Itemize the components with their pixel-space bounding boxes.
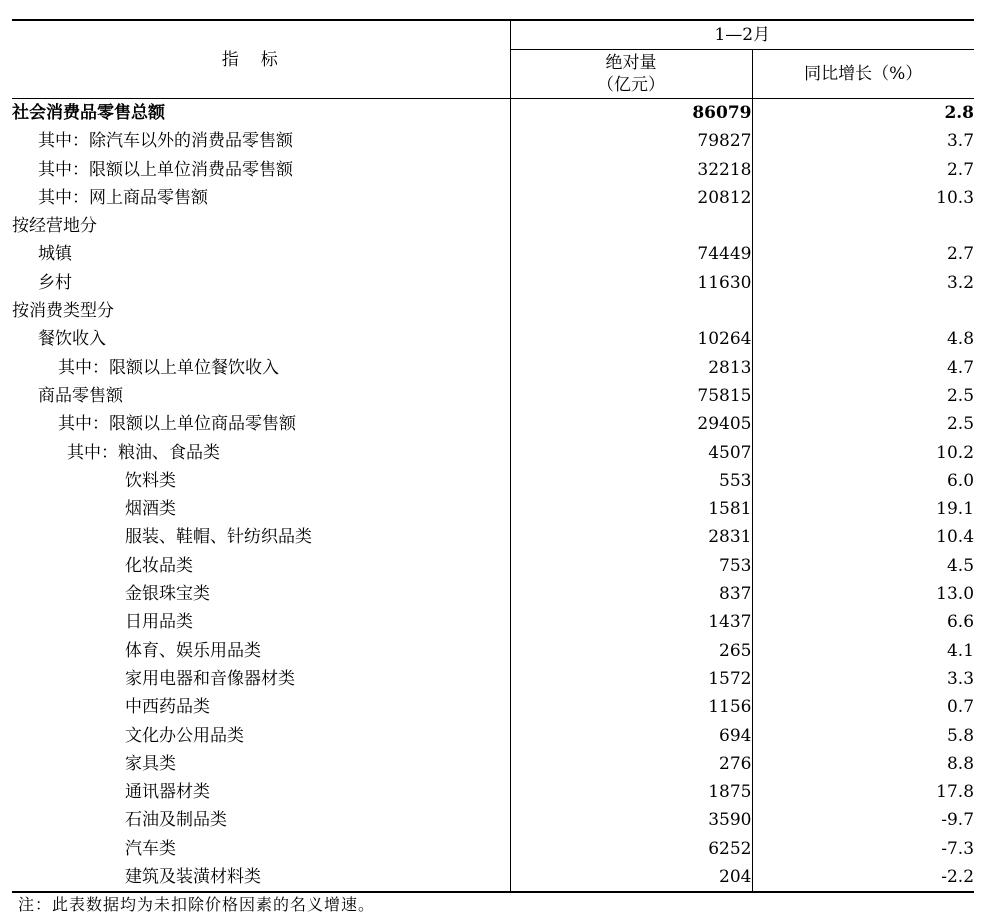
table-row: [12, 750, 974, 778]
row-label: 化妆品类: [12, 552, 510, 580]
row-label: 其中：除汽车以外的消费品零售额: [12, 127, 510, 155]
row-growth-rate: 5.8: [946, 725, 975, 746]
row-label: 汽车类: [12, 835, 510, 863]
row-growth-rate: 6.6: [946, 612, 975, 633]
table-row: [12, 523, 974, 551]
row-growth-rate: -2.2: [752, 863, 974, 892]
row-label: 社会消费品零售总额: [12, 99, 510, 128]
row-growth-rate: 19.1: [936, 499, 975, 520]
row-growth-rate: 3.7: [946, 131, 975, 152]
row-growth-rate: 17.8: [936, 782, 975, 803]
row-absolute-value: 10264: [510, 325, 752, 353]
table-body: [12, 99, 974, 893]
row-label: 其中：网上商品零售额: [12, 184, 510, 212]
table-row: [12, 127, 974, 155]
row-absolute-value: 86079: [510, 99, 752, 128]
row-absolute-value: 2813: [510, 354, 752, 382]
row-absolute-value: 4507: [510, 439, 752, 467]
table-row: [12, 495, 974, 523]
row-label: 其中：限额以上单位商品零售额: [12, 410, 510, 438]
row-growth-rate: 10.3: [936, 187, 975, 208]
table-row: [12, 863, 974, 892]
row-label: 饮料类: [12, 467, 510, 495]
row-absolute-value: 74449: [510, 240, 752, 268]
row-label: 家用电器和音像器材类: [12, 665, 510, 693]
row-growth-rate: 3.3: [946, 668, 975, 689]
row-absolute-value: 75815: [510, 382, 752, 410]
table-row: [12, 693, 974, 721]
retail-sales-table: [12, 19, 974, 893]
row-label: 其中：限额以上单位消费品零售额: [12, 156, 510, 184]
row-growth-rate: 8.8: [946, 753, 975, 774]
table-header: [12, 20, 974, 99]
row-absolute-value: 11630: [510, 269, 752, 297]
row-growth-rate: 4.8: [946, 329, 975, 350]
absolute-value-header-line2: （亿元）: [597, 75, 665, 95]
row-label: 其中：粮油、食品类: [12, 439, 510, 467]
table-row: [12, 778, 974, 806]
row-absolute-value: 20812: [510, 184, 752, 212]
table-row: [12, 552, 974, 580]
row-label: 其中：限额以上单位餐饮收入: [12, 354, 510, 382]
row-growth-rate: [752, 212, 974, 240]
table-row: [12, 382, 974, 410]
row-label: 商品零售额: [12, 382, 510, 410]
row-absolute-value: 1581: [510, 495, 752, 523]
table-row: [12, 806, 974, 834]
table-row: [12, 835, 974, 863]
row-absolute-value: 1572: [510, 665, 752, 693]
row-label: 家具类: [12, 750, 510, 778]
row-label: 按经营地分: [12, 212, 510, 240]
table-row: [12, 722, 974, 750]
row-growth-rate: 6.0: [946, 470, 975, 491]
table-footnote: 注：此表数据均为未扣除价格因素的名义增速。: [18, 895, 376, 914]
row-label: 石油及制品类: [12, 806, 510, 834]
row-absolute-value: 276: [510, 750, 752, 778]
row-label: 服装、鞋帽、针纺织品类: [12, 523, 510, 551]
row-absolute-value: 265: [510, 637, 752, 665]
row-absolute-value: 6252: [510, 835, 752, 863]
row-label: 乡村: [12, 269, 510, 297]
table-row: [12, 212, 974, 240]
indicator-column-header: 指标: [12, 20, 510, 99]
row-growth-rate: 2.8: [944, 103, 975, 123]
row-growth-rate: 13.0: [936, 584, 975, 605]
row-label: 金银珠宝类: [12, 580, 510, 608]
row-growth-rate: 10.4: [936, 527, 975, 548]
row-growth-rate: 10.2: [936, 442, 975, 463]
absolute-value-header-line1: 绝对量: [605, 53, 657, 73]
growth-column-header: 同比增长（%）: [752, 50, 974, 99]
table-row: [12, 637, 974, 665]
table-row: [12, 297, 974, 325]
row-absolute-value: 79827: [510, 127, 752, 155]
row-label: 体育、娱乐用品类: [12, 637, 510, 665]
row-label: 餐饮收入: [12, 325, 510, 353]
table-row: [12, 354, 974, 382]
table-row: [12, 608, 974, 636]
table-row: [12, 269, 974, 297]
row-growth-rate: 4.1: [946, 640, 975, 661]
retail-sales-table-container: [12, 19, 974, 893]
table-row: [12, 410, 974, 438]
row-absolute-value: 2831: [510, 523, 752, 551]
table-row: [12, 580, 974, 608]
row-absolute-value: 29405: [510, 410, 752, 438]
table-row: [12, 665, 974, 693]
row-growth-rate: [752, 297, 974, 325]
table-row: [12, 240, 974, 268]
table-row: [12, 467, 974, 495]
row-absolute-value: 1156: [510, 693, 752, 721]
row-absolute-value: 753: [510, 552, 752, 580]
row-growth-rate: 2.7: [946, 159, 975, 180]
table-row: [12, 439, 974, 467]
row-absolute-value: [510, 297, 752, 325]
row-label: 按消费类型分: [12, 297, 510, 325]
row-absolute-value: 553: [510, 467, 752, 495]
row-label: 中西药品类: [12, 693, 510, 721]
row-growth-rate: 3.2: [946, 272, 975, 293]
row-growth-rate: 2.5: [946, 385, 975, 406]
table-row: [12, 184, 974, 212]
table-row: [12, 156, 974, 184]
row-label: 通讯器材类: [12, 778, 510, 806]
row-label: 建筑及装潢材料类: [12, 863, 510, 892]
row-absolute-value: 3590: [510, 806, 752, 834]
row-growth-rate: 0.7: [946, 697, 975, 718]
row-growth-rate: 4.5: [946, 555, 975, 576]
row-absolute-value: 837: [510, 580, 752, 608]
row-growth-rate: -7.3: [941, 838, 975, 859]
table-row: [12, 99, 974, 128]
row-absolute-value: 1875: [510, 778, 752, 806]
table-row: [12, 325, 974, 353]
row-absolute-value: 1437: [510, 608, 752, 636]
row-growth-rate: 4.7: [946, 357, 975, 378]
row-label: 城镇: [12, 240, 510, 268]
row-absolute-value: 32218: [510, 156, 752, 184]
row-absolute-value: 204: [510, 863, 752, 892]
row-growth-rate: -9.7: [941, 810, 975, 831]
absolute-value-column-header: [510, 50, 752, 99]
row-growth-rate: 2.5: [946, 414, 975, 435]
period-column-header: 1—2月: [510, 20, 974, 50]
row-absolute-value: [510, 212, 752, 240]
row-absolute-value: 694: [510, 722, 752, 750]
row-label: 日用品类: [12, 608, 510, 636]
row-growth-rate: 2.7: [946, 244, 975, 265]
row-label: 烟酒类: [12, 495, 510, 523]
row-label: 文化办公用品类: [12, 722, 510, 750]
